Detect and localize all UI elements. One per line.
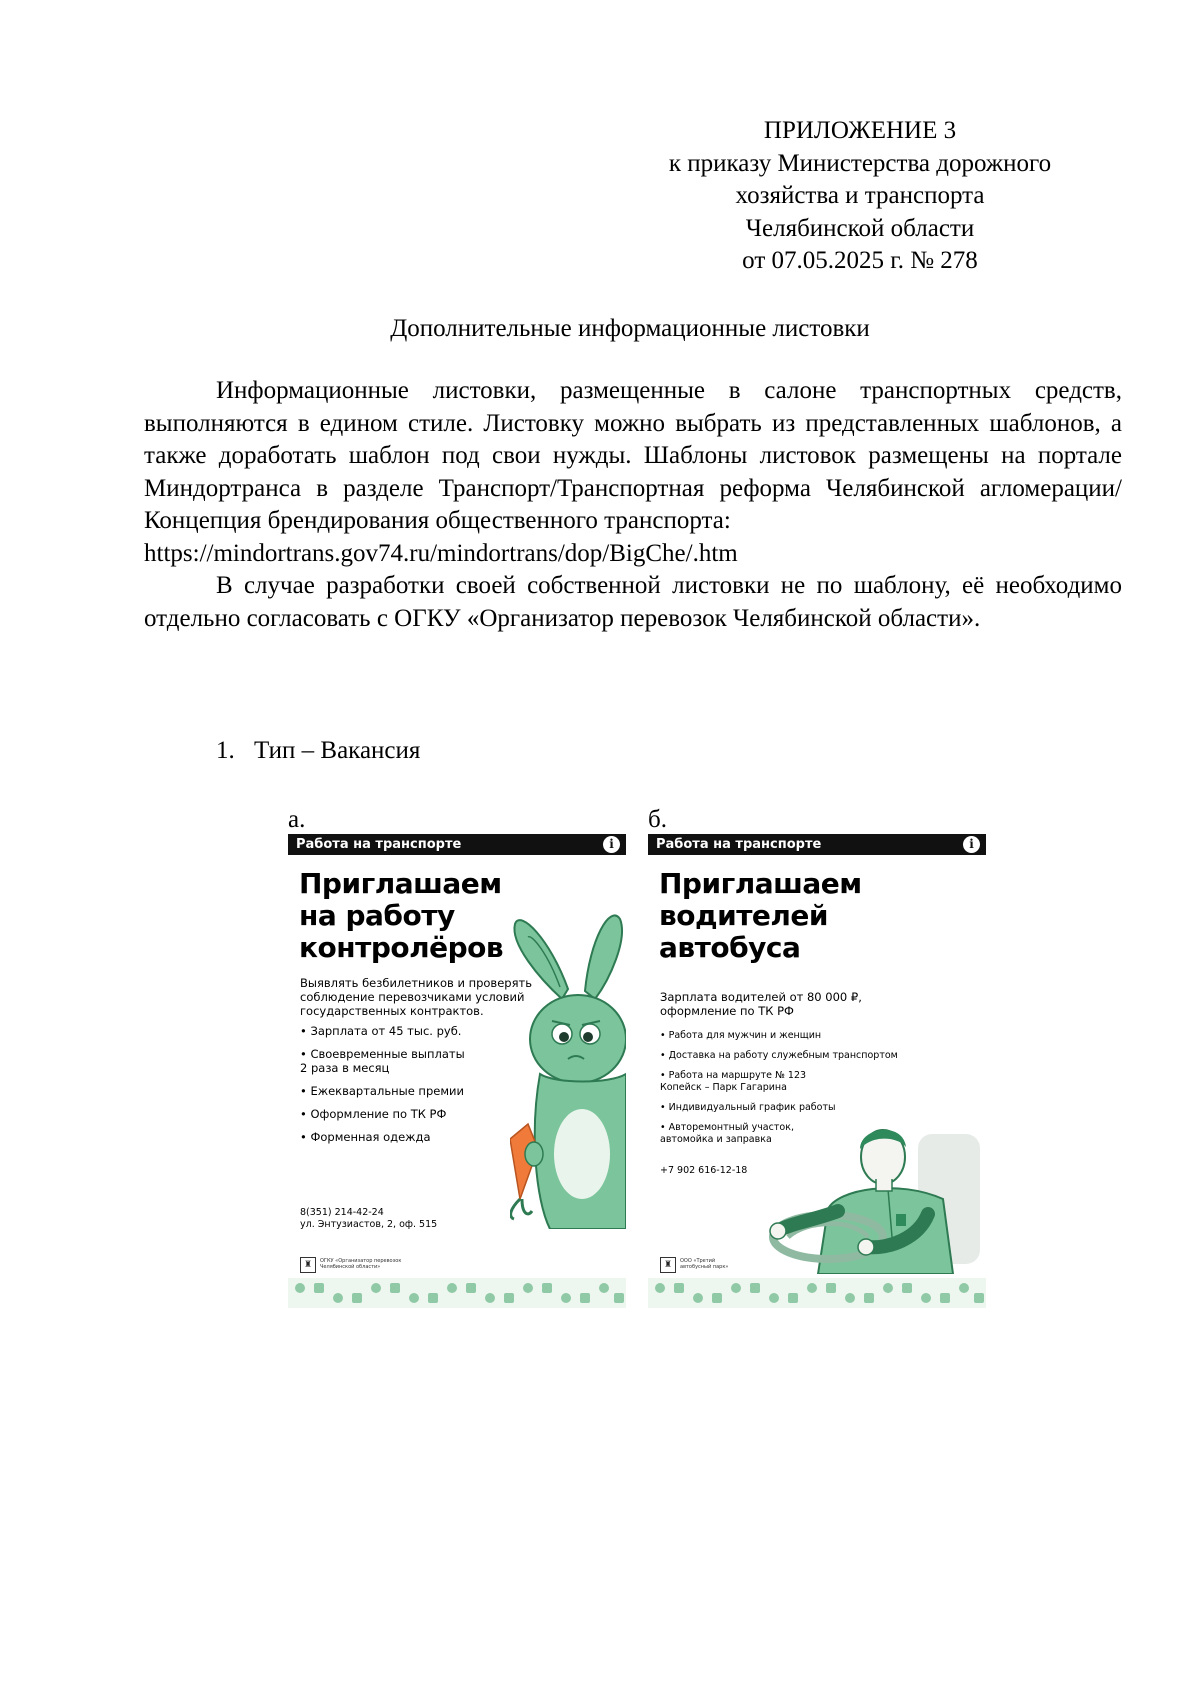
annex-line: от 07.05.2025 г. № 278 bbox=[742, 247, 978, 274]
org-logo-icon: ♜ bbox=[300, 1257, 316, 1273]
flyer-intro bbox=[660, 990, 862, 1018]
phone-number: +7 902 616-12-18 bbox=[660, 1165, 748, 1176]
bullet-item: • Ежеквартальные премии bbox=[300, 1084, 510, 1098]
flyer-bullets bbox=[300, 1024, 510, 1144]
flyer-top-bar bbox=[648, 834, 986, 855]
bullet-item: • Оформление по ТК РФ bbox=[300, 1107, 510, 1121]
flyer-bus-drivers bbox=[648, 834, 986, 1308]
org-line: автобусный парк» bbox=[680, 1264, 729, 1270]
info-icon: i bbox=[963, 836, 980, 853]
figure-label-a: а. bbox=[288, 806, 306, 833]
headline-line: автобуса bbox=[659, 931, 801, 964]
bullet-item: • Работа для мужчин и женщин bbox=[660, 1030, 930, 1042]
intro-line: государственных контрактов. bbox=[300, 1004, 484, 1018]
info-icon: i bbox=[603, 836, 620, 853]
org-name bbox=[680, 1258, 728, 1270]
org-name bbox=[320, 1258, 401, 1270]
headline-line: Приглашаем bbox=[299, 867, 502, 900]
headline-line: контролёров bbox=[299, 931, 504, 964]
paragraph: В случае разработки своей собственной листовки не по шаблону, её необходимо отдельно согласовать с ОГКУ «Организатор перевозок Челябинской области». bbox=[144, 572, 1122, 632]
bullet-item: • Форменная одежда bbox=[300, 1130, 510, 1144]
bullet-item: • Зарплата от 45 тыс. руб. bbox=[300, 1024, 510, 1038]
flyer-bar-text: Работа на транспорте bbox=[296, 837, 462, 852]
list-number: 1. bbox=[216, 737, 235, 764]
annex-line: ПРИЛОЖЕНИЕ 3 bbox=[763, 117, 957, 144]
document-title: Дополнительные информационные листовки bbox=[390, 315, 870, 342]
annex-line: к приказу Министерства дорожного bbox=[668, 149, 1052, 177]
flyer-bar-text: Работа на транспорте bbox=[656, 837, 822, 852]
bus-driver-illustration bbox=[768, 1119, 986, 1274]
flyer-controllers bbox=[288, 834, 626, 1308]
list-text: Тип – Вакансия bbox=[254, 737, 421, 764]
annex-line: хозяйства и транспорта bbox=[735, 182, 985, 209]
flyer-contacts bbox=[300, 1207, 437, 1231]
org-line: ОГКУ «Организатор перевозок bbox=[320, 1258, 402, 1264]
org-line: Челябинской области» bbox=[320, 1264, 381, 1270]
bullet-item: • Индивидуальный график работы bbox=[660, 1102, 930, 1114]
flyer-top-bar bbox=[288, 834, 626, 855]
org-logo-icon: ♜ bbox=[660, 1257, 676, 1273]
headline-line: на работу bbox=[299, 899, 455, 932]
annex-header bbox=[640, 115, 1080, 278]
intro-line: оформление по ТК РФ bbox=[660, 1004, 794, 1018]
headline-line: Приглашаем bbox=[659, 867, 862, 900]
bullet-item: • Своевременные выплаты 2 раза в месяц bbox=[300, 1047, 510, 1075]
document-body bbox=[144, 375, 1122, 635]
list-item bbox=[216, 735, 420, 767]
intro-line: Зарплата водителей от 80 000 ₽, bbox=[660, 990, 862, 1004]
flyer-headline bbox=[659, 868, 862, 964]
org-line: ООО «Третий bbox=[680, 1258, 716, 1264]
intro-line: соблюдение перевозчиками условий bbox=[300, 990, 525, 1004]
phone-number: 8(351) 214-42-24 bbox=[300, 1207, 384, 1218]
figure-label-b: б. bbox=[648, 806, 667, 833]
address: ул. Энтузиастов, 2, оф. 515 bbox=[300, 1219, 438, 1230]
portal-link[interactable]: https://mindortrans.gov74.ru/mindortrans/dop/BigChe/.htm bbox=[144, 539, 738, 567]
paragraph: Информационные листовки, размещенные в салоне транспортных средств, выполняются в едином стиле. Листовку можно выбрать из представленных шаблонов, а также доработать шаблон под свои нужды. Шаблоны листовок размещены на портале Миндортранса в разделе Транспорт/Транспортная реформа Челябинской агломерации/Концепция брендирования общественного транспорта: bbox=[144, 377, 1122, 534]
flyer-intro bbox=[300, 976, 532, 1018]
bullet-item: • Работа на маршруте № 123 Копейск – Парк Гагарина bbox=[660, 1070, 930, 1094]
decorative-pattern bbox=[288, 1278, 626, 1308]
rabbit-illustration bbox=[510, 899, 626, 1229]
bullet-item: • Авторемонтный участок, автомойка и заправка bbox=[660, 1122, 930, 1146]
flyer-headline bbox=[299, 868, 503, 964]
headline-line: водителей bbox=[659, 899, 829, 932]
decorative-pattern bbox=[648, 1278, 986, 1308]
intro-line: Выявлять безбилетников и проверять bbox=[300, 976, 532, 990]
bullet-item: • Доставка на работу служебным транспортом bbox=[660, 1050, 930, 1062]
annex-line: Челябинской области bbox=[745, 214, 975, 242]
